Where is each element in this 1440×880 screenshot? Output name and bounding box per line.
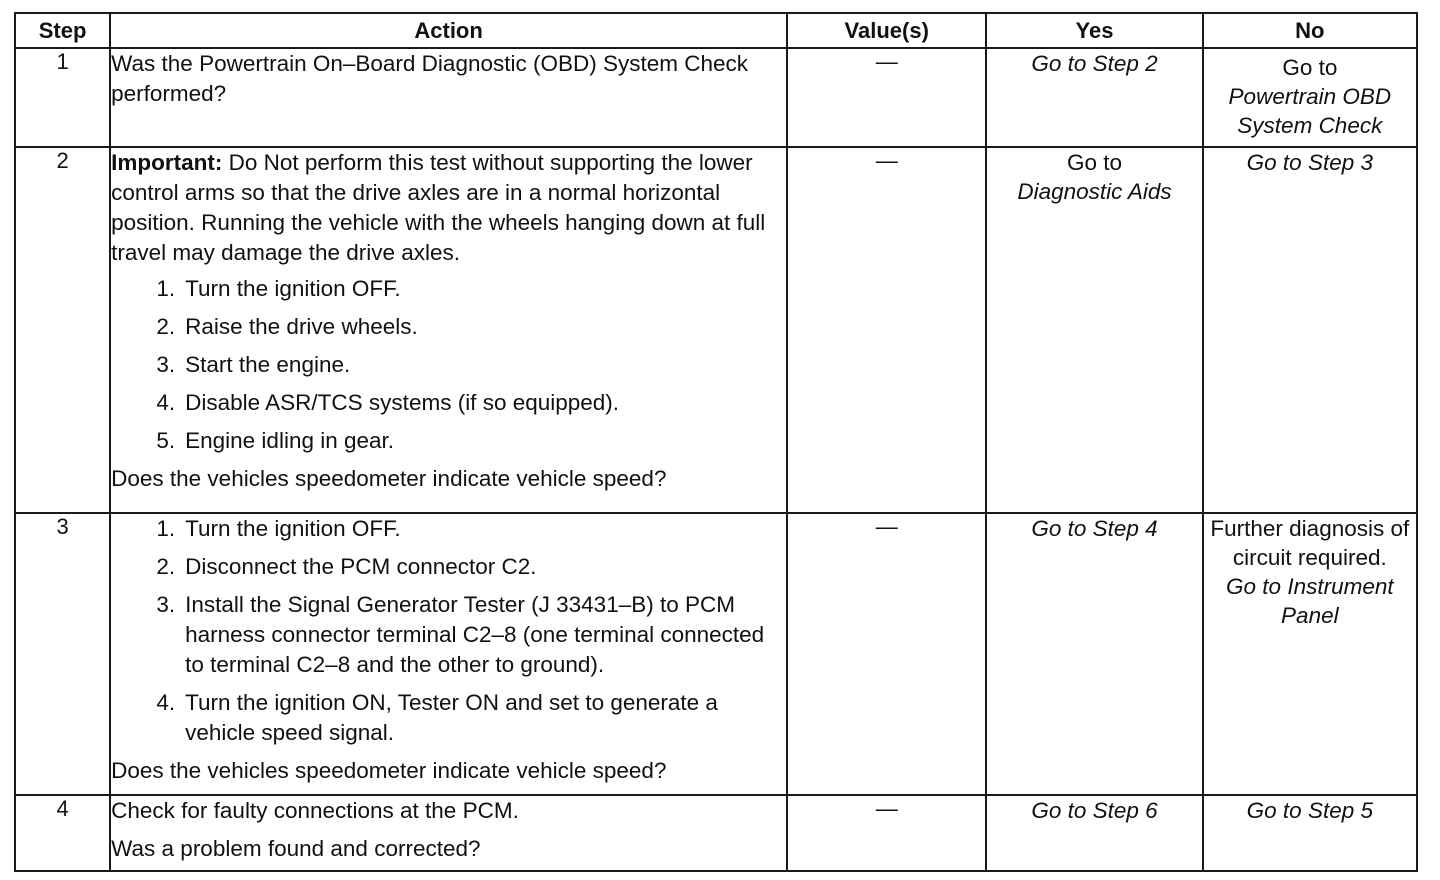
list-item: [111, 274, 786, 304]
yes-cell: [986, 795, 1202, 871]
step-number: 3: [15, 513, 110, 795]
value-cell: —: [787, 513, 986, 795]
table-row: [15, 795, 1417, 871]
important-text: Do Not perform this test without supporting the lower control arms so that the drive axles are in a normal horizontal position. Running the vehicle with the wheels hanging down at full travel may damage the drive axles.: [111, 149, 766, 265]
header-row: [15, 13, 1417, 48]
yes-text: Go to: [1066, 149, 1123, 175]
list-item: [111, 514, 786, 544]
yes-cell: [986, 48, 1202, 147]
step-number: 4: [15, 795, 110, 871]
no-cell: [1203, 795, 1417, 871]
list-item-number: 2.: [156, 313, 176, 339]
question-text: Does the vehicles speedometer indicate vehicle speed?: [111, 465, 667, 491]
no-text: Go to: [1282, 55, 1338, 80]
list-item-text: Engine idling in gear.: [185, 427, 395, 453]
diagnostic-table: [14, 12, 1418, 872]
procedure-list: [111, 274, 786, 456]
list-item-text: Turn the ignition OFF.: [185, 515, 401, 541]
list-item: [111, 350, 786, 380]
no-link[interactable]: Go to Step 5: [1246, 797, 1373, 823]
list-item-text: Start the engine.: [185, 351, 351, 377]
list-item-text: Turn the ignition ON, Tester ON and set to generate a vehicle speed signal.: [185, 689, 718, 745]
list-item: [111, 590, 786, 680]
header-step: Step: [15, 13, 110, 48]
yes-cell: [986, 147, 1202, 513]
yes-link[interactable]: Go to Step 2: [1031, 51, 1158, 76]
value-cell: —: [787, 795, 986, 871]
header-values: Value(s): [787, 13, 986, 48]
list-item-number: 5.: [156, 427, 176, 453]
yes-link[interactable]: Go to Step 6: [1031, 797, 1158, 823]
list-item-number: 1.: [156, 515, 176, 541]
yes-cell: [986, 513, 1202, 795]
list-item-text: Disconnect the PCM connector C2.: [185, 553, 537, 579]
action-text: Check for faulty connections at the PCM.: [111, 797, 519, 823]
list-item: [111, 388, 786, 418]
action-cell: [110, 513, 787, 795]
action-cell: [110, 795, 787, 871]
table-row: [15, 147, 1417, 513]
no-cell: [1203, 513, 1417, 795]
step-number: 1: [15, 48, 110, 147]
list-item: [111, 426, 786, 456]
value-cell: —: [787, 147, 986, 513]
action-text: Was the Powertrain On–Board Diagnostic (OBD) System Check performed?: [111, 51, 749, 106]
no-cell: [1203, 48, 1417, 147]
list-item-text: Turn the ignition OFF.: [185, 275, 401, 301]
no-link[interactable]: Powertrain OBD System Check: [1228, 84, 1392, 138]
question-text: Does the vehicles speedometer indicate vehicle speed?: [111, 757, 667, 783]
no-link[interactable]: Go to Step 3: [1246, 149, 1373, 175]
list-item-number: 4.: [156, 389, 176, 415]
list-item: [111, 312, 786, 342]
list-item: [111, 552, 786, 582]
procedure-list: [111, 514, 786, 748]
list-item-text: Install the Signal Generator Tester (J 33431–B) to PCM harness connector terminal C2–8 (one terminal connected to terminal C2–8 and the other to ground).: [185, 591, 765, 677]
list-item-number: 2.: [156, 553, 176, 579]
no-link[interactable]: Go to Instrument Panel: [1226, 573, 1394, 628]
important-label: Important:: [111, 149, 223, 175]
header-yes: Yes: [986, 13, 1202, 48]
list-item-number: 4.: [156, 689, 176, 715]
action-cell: [110, 48, 787, 147]
table-row: [15, 48, 1417, 147]
list-item: [111, 688, 786, 748]
yes-link[interactable]: Diagnostic Aids: [1017, 178, 1172, 204]
value-cell: —: [787, 48, 986, 147]
action-cell: [110, 147, 787, 513]
list-item-text: Disable ASR/TCS systems (if so equipped).: [185, 389, 620, 415]
important-note: [111, 148, 786, 268]
list-item-text: Raise the drive wheels.: [185, 313, 418, 339]
no-text: Further diagnosis of circuit required.: [1210, 515, 1410, 570]
list-item-number: 3.: [156, 591, 176, 617]
yes-link[interactable]: Go to Step 4: [1031, 515, 1158, 541]
list-item-number: 3.: [156, 351, 176, 377]
step-number: 2: [15, 147, 110, 513]
header-no: No: [1203, 13, 1417, 48]
table-row: [15, 513, 1417, 795]
no-cell: [1203, 147, 1417, 513]
header-action: Action: [110, 13, 787, 48]
question-text: Was a problem found and corrected?: [111, 835, 481, 861]
list-item-number: 1.: [156, 275, 176, 301]
